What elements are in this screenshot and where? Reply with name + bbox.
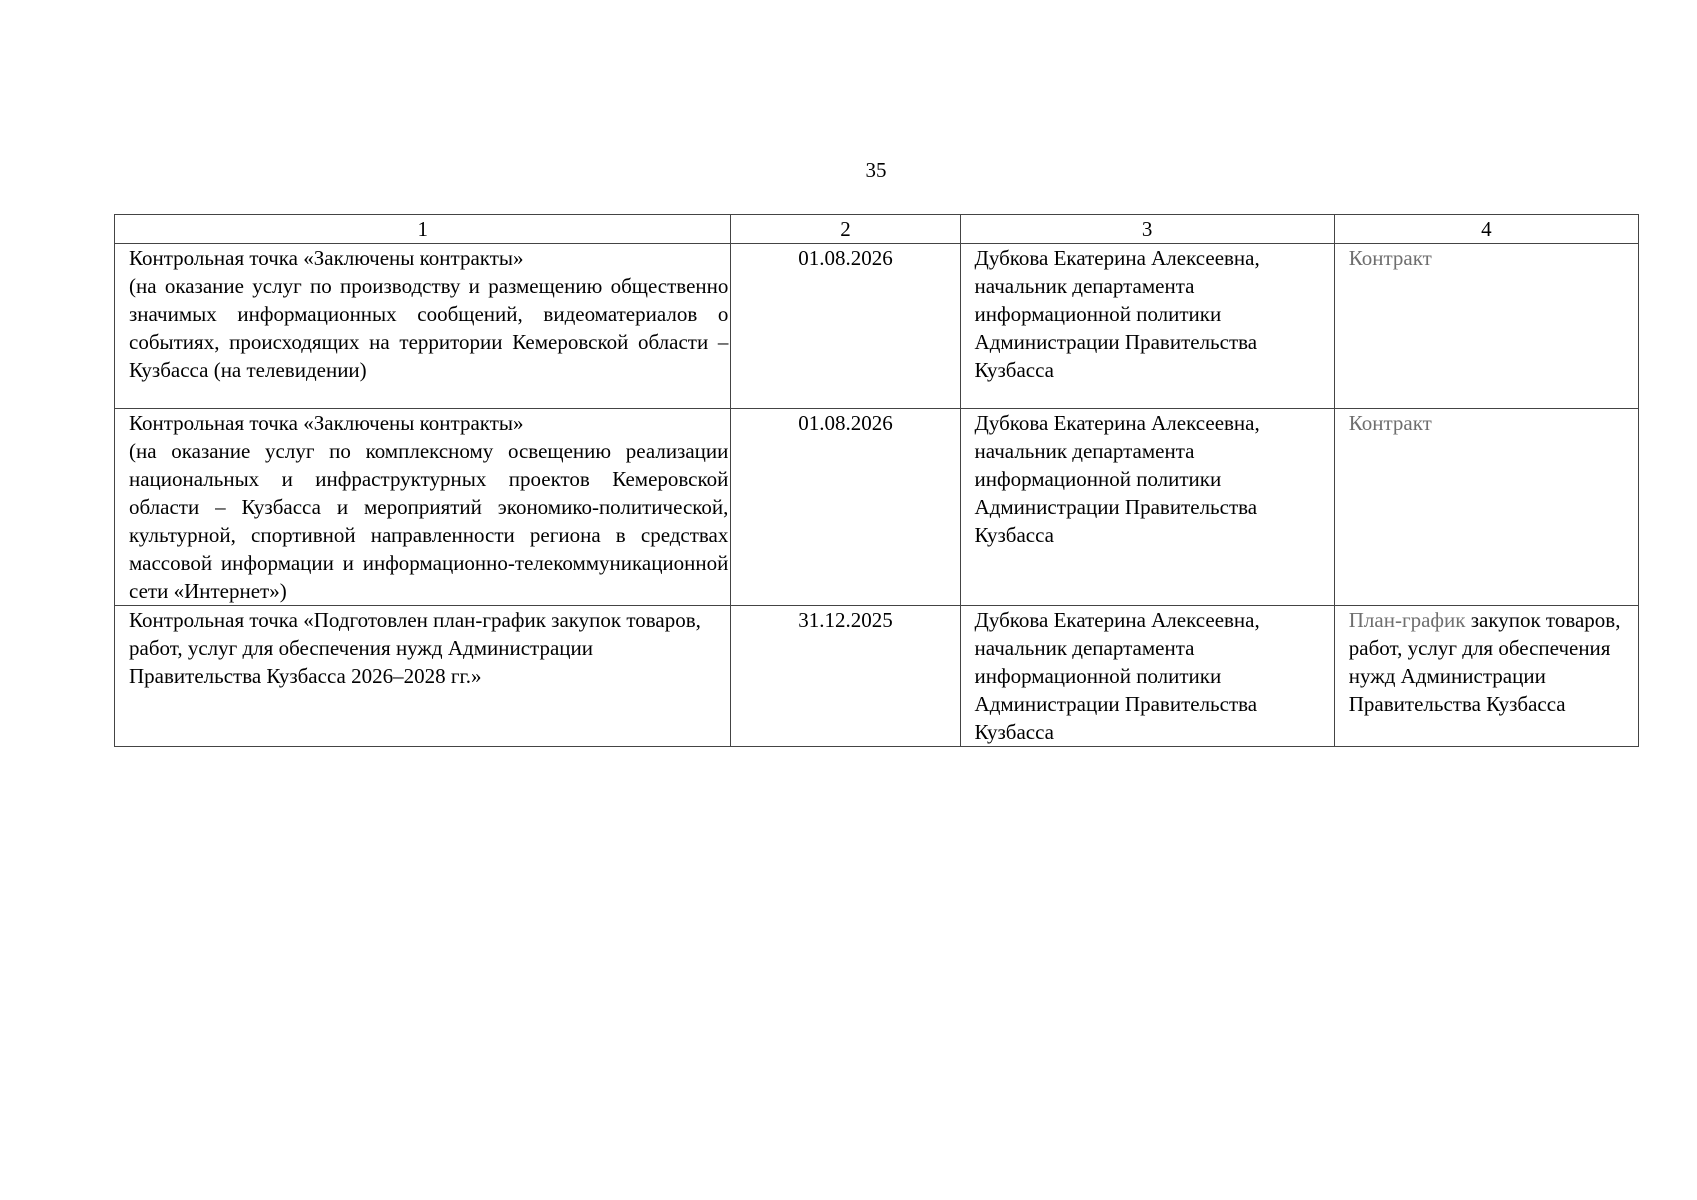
control-point-description: (на оказание услуг по комплексному освещению реализации национальных и инфраструктурных проектов Кемеровской области – Кузбасса и мероприятий экономико-политической, культурной, спортивной направленности региона в средствах массовой информации и информационно-телекоммуникационной сети «Интернет») [129, 439, 729, 603]
column-number-3: 3 [960, 215, 1334, 244]
column-number-2: 2 [731, 215, 960, 244]
column-number-1: 1 [115, 215, 731, 244]
result-document-type: Контракт [1348, 246, 1432, 270]
result-document-type: План-график [1348, 608, 1466, 632]
responsible-cell: Дубкова Екатерина Алексеевна, начальник департамента информационной политики Администрации Правительства Кузбасса [960, 409, 1334, 606]
control-point-cell [115, 409, 731, 606]
due-date-cell: 31.12.2025 [731, 606, 960, 747]
control-points-table [114, 214, 1639, 747]
result-cell [1334, 244, 1638, 409]
control-point-cell [115, 606, 731, 747]
control-point-description: (на оказание услуг по производству и размещению общественно значимых информационных сообщений, видеоматериалов о событиях, происходящих на территории Кемеровской области – Кузбасса (на телевидении) [129, 274, 729, 382]
due-date-cell: 01.08.2026 [731, 244, 960, 409]
column-number-4: 4 [1334, 215, 1638, 244]
table-row [115, 244, 1639, 409]
table-row [115, 409, 1639, 606]
result-cell [1334, 606, 1638, 747]
control-point-title: Контрольная точка «Заключены контракты» [129, 411, 524, 435]
result-document-type: Контракт [1348, 411, 1432, 435]
control-point-title: Контрольная точка «Заключены контракты» [129, 246, 524, 270]
due-date-cell: 01.08.2026 [731, 409, 960, 606]
control-point-title: Контрольная точка «Подготовлен план-график закупок товаров, работ, услуг для обеспечения нужд Администрации Правительства Кузбасса 2026–2028 гг.» [129, 608, 701, 688]
result-cell [1334, 409, 1638, 606]
responsible-cell: Дубкова Екатерина Алексеевна, начальник департамента информационной политики Администрации Правительства Кузбасса [960, 606, 1334, 747]
table-row [115, 606, 1639, 747]
result-text: закупок товаров, работ, услуг для обеспечения нужд Администрации Правительства Кузбасса [1348, 608, 1621, 716]
table-header-row [115, 215, 1639, 244]
responsible-cell: Дубкова Екатерина Алексеевна, начальник департамента информационной политики Администрации Правительства Кузбасса [960, 244, 1334, 409]
page-number: 35 [865, 158, 887, 182]
control-point-cell [115, 244, 731, 409]
